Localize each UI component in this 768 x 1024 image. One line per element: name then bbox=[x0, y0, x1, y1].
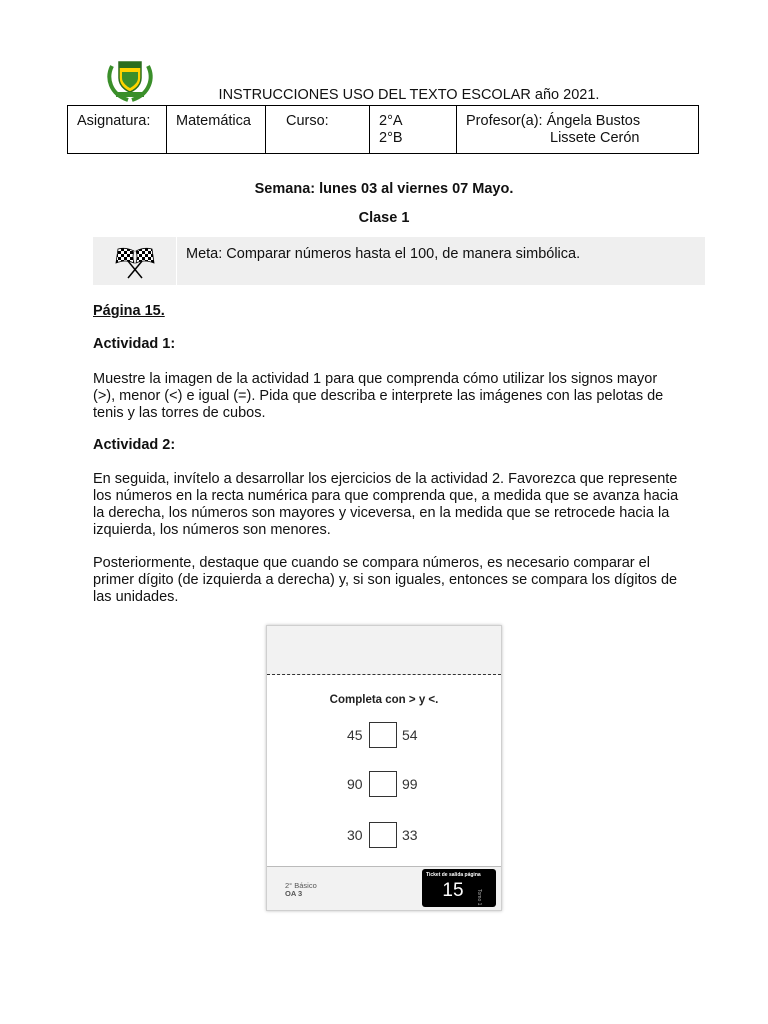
goal-text: Meta: Comparar números hasta el 100, de manera simbólica. bbox=[186, 246, 581, 262]
teacher-cell bbox=[457, 106, 699, 154]
activity2-followup-text: Posteriormente, destaque que cuando se compara números, es necesario comparar el primer dígito (de izquierda a derecha) y, si son iguales, entonces se compara los dígitos de las unidades. bbox=[93, 555, 678, 605]
subject-label: Asignatura: bbox=[68, 106, 167, 154]
teacher-label: Profesor(a): bbox=[466, 113, 543, 129]
activity1-text: Muestre la imagen de la actividad 1 para que comprenda cómo utilizar los signos mayor (>), menor (<) e igual (=). Pida que describa e interprete las imágenes con las pelotas de tenis y las torres de cubos. bbox=[93, 371, 664, 421]
ticket-label: Ticket de salida página bbox=[426, 872, 481, 878]
week-heading: Semana: lunes 03 al viernes 07 Mayo. bbox=[254, 181, 514, 197]
activity1-title: Actividad 1: bbox=[93, 336, 176, 352]
checkered-flags-icon bbox=[112, 245, 158, 279]
subject-value: Matemática bbox=[167, 106, 266, 154]
worksheet-instruction: Completa con > y <. bbox=[329, 694, 439, 706]
course-value: 2°A bbox=[379, 113, 403, 129]
worksheet-footer bbox=[267, 866, 501, 911]
comparison-row bbox=[267, 822, 501, 848]
right-number: 54 bbox=[402, 727, 418, 743]
left-number: 45 bbox=[347, 727, 363, 743]
page-reference: Página 15. bbox=[93, 303, 165, 319]
answer-box bbox=[369, 771, 397, 797]
right-number: 99 bbox=[402, 776, 418, 792]
document-title: INSTRUCCIONES USO DEL TEXTO ESCOLAR año 2021. bbox=[218, 87, 600, 103]
exit-ticket-badge bbox=[422, 869, 496, 907]
tomo-label: Tomo 1 bbox=[476, 889, 482, 906]
course-values bbox=[370, 106, 457, 154]
answer-box bbox=[369, 822, 397, 848]
left-number: 90 bbox=[347, 776, 363, 792]
activity2-title: Actividad 2: bbox=[93, 437, 176, 453]
teacher-name: Lissete Cerón bbox=[550, 130, 640, 146]
grade-text: 2° Básico bbox=[285, 881, 317, 890]
teacher-name: Ángela Bustos bbox=[546, 113, 641, 129]
left-number: 30 bbox=[347, 827, 363, 843]
right-number: 33 bbox=[402, 827, 418, 843]
ticket-page-number: 15 bbox=[442, 880, 464, 901]
course-label: Curso: bbox=[266, 106, 370, 154]
worksheet-top-band bbox=[267, 626, 501, 675]
grade-label bbox=[285, 882, 317, 898]
course-value: 2°B bbox=[379, 130, 403, 146]
comparison-row bbox=[267, 771, 501, 797]
goal-box bbox=[93, 237, 705, 285]
activity2-text: En seguida, invítelo a desarrollar los ejercicios de la actividad 2. Favorezca que represente los números en la recta numérica para que comprenda que, a medida que se avanza hacia la derecha, los números son mayores y viceversa, en la medida que se retrocede hacia la izquierda, los números son menores. bbox=[93, 471, 679, 538]
goal-icon-cell bbox=[93, 237, 177, 285]
worksheet-image bbox=[266, 625, 502, 911]
course-info-table bbox=[67, 105, 699, 154]
class-heading: Clase 1 bbox=[358, 210, 410, 226]
comparison-row bbox=[267, 722, 501, 748]
answer-box bbox=[369, 722, 397, 748]
oa-text: OA 3 bbox=[285, 889, 303, 898]
